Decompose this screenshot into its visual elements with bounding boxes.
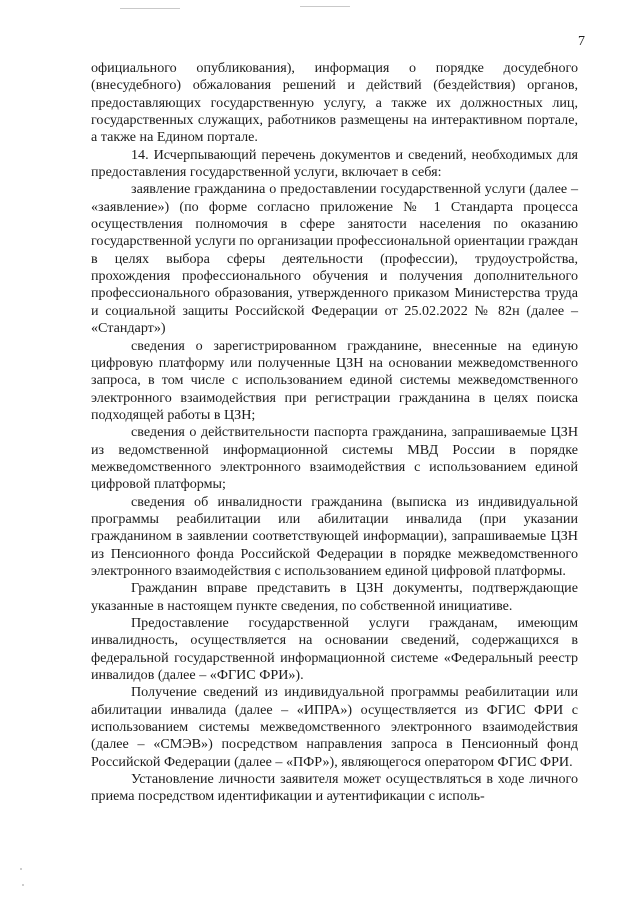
paragraph: Гражданин вправе представить в ЦЗН документы, подтверждающие указанные в настоящем пункте сведения, по собственной инициативе. xyxy=(91,580,578,614)
paragraph: заявление гражданина о предоставлении государственной услуги (далее – «заявление») (по форме согласно приложение № 1 Стандарта процесса осуществления полномочия в сфере занятости населения по оказанию государственной услуги по организации профессиональной ориентации граждан в целях выбора сферы деятельности (профессии), трудоустройства, прохождения профессионального обучения и получения дополнительного профессионального образования, утвержденного приказом Министерства труда и социальной защиты Российской Федерации от 25.02.2022 № 82н (далее – «Стандарт») xyxy=(91,181,578,337)
scan-artifact xyxy=(22,884,24,886)
scan-artifact xyxy=(300,6,350,7)
paragraph: сведения о зарегистрированном гражданине, внесенные на единую цифровую платформу или полученные ЦЗН на основании межведомственного запроса, в том числе с использованием единой системы межведомственного электронного взаимодействия при регистрации гражданина в целях поиска подходящей работы в ЦЗН; xyxy=(91,337,578,423)
paragraph: сведения о действительности паспорта гражданина, запрашиваемые ЦЗН из ведомственной информационной системы МВД России в порядке межведомственного электронного взаимодействия с использованием единой цифровой платформы; xyxy=(91,424,578,493)
paragraph: сведения об инвалидности гражданина (выписка из индивидуальной программы реабилитации или абилитации инвалида (при указании гражданином в заявлении соответствующей информации), запрашиваемые ЦЗН из Пенсионного фонда Российской Федерации в порядке межведомственного электронного взаимодействия с использованием единой цифровой платформы. xyxy=(91,493,578,579)
scan-artifact xyxy=(120,8,180,9)
paragraph: 14. Исчерпывающий перечень документов и сведений, необходимых для предоставления государственной услуги, включает в себя: xyxy=(91,146,578,181)
page-number: 7 xyxy=(578,34,585,49)
scan-artifact xyxy=(20,868,22,870)
body-text xyxy=(91,60,578,806)
paragraph: Получение сведений из индивидуальной программы реабилитации или абилитации инвалида (далее – «ИПРА») осуществляется из ФГИС ФРИ с использованием системы межведомственного электронного взаимодействия (далее – «СМЭВ») посредством направления запроса в Пенсионный фонд Российской Федерации (далее – «ПФР»), являющегося оператором ФГИС ФРИ. xyxy=(91,684,578,770)
paragraph: Предоставление государственной услуги гражданам, имеющим инвалидность, осуществляется на основании сведений, содержащихся в федеральной государственной информационной системе «Федеральный реестр инвалидов (далее – «ФГИС ФРИ»). xyxy=(91,615,578,684)
paragraph: официального опубликования), информация о порядке досудебного (внесудебного) обжалования решений и действий (бездействия) органов, предоставляющих государственную услугу, а также их должностных лиц, государственных служащих, работников размещены на интерактивном портале, а также на Едином портале. xyxy=(91,60,578,146)
paragraph: Установление личности заявителя может осуществляться в ходе личного приема посредством идентификации и аутентификации с исполь- xyxy=(91,771,578,805)
